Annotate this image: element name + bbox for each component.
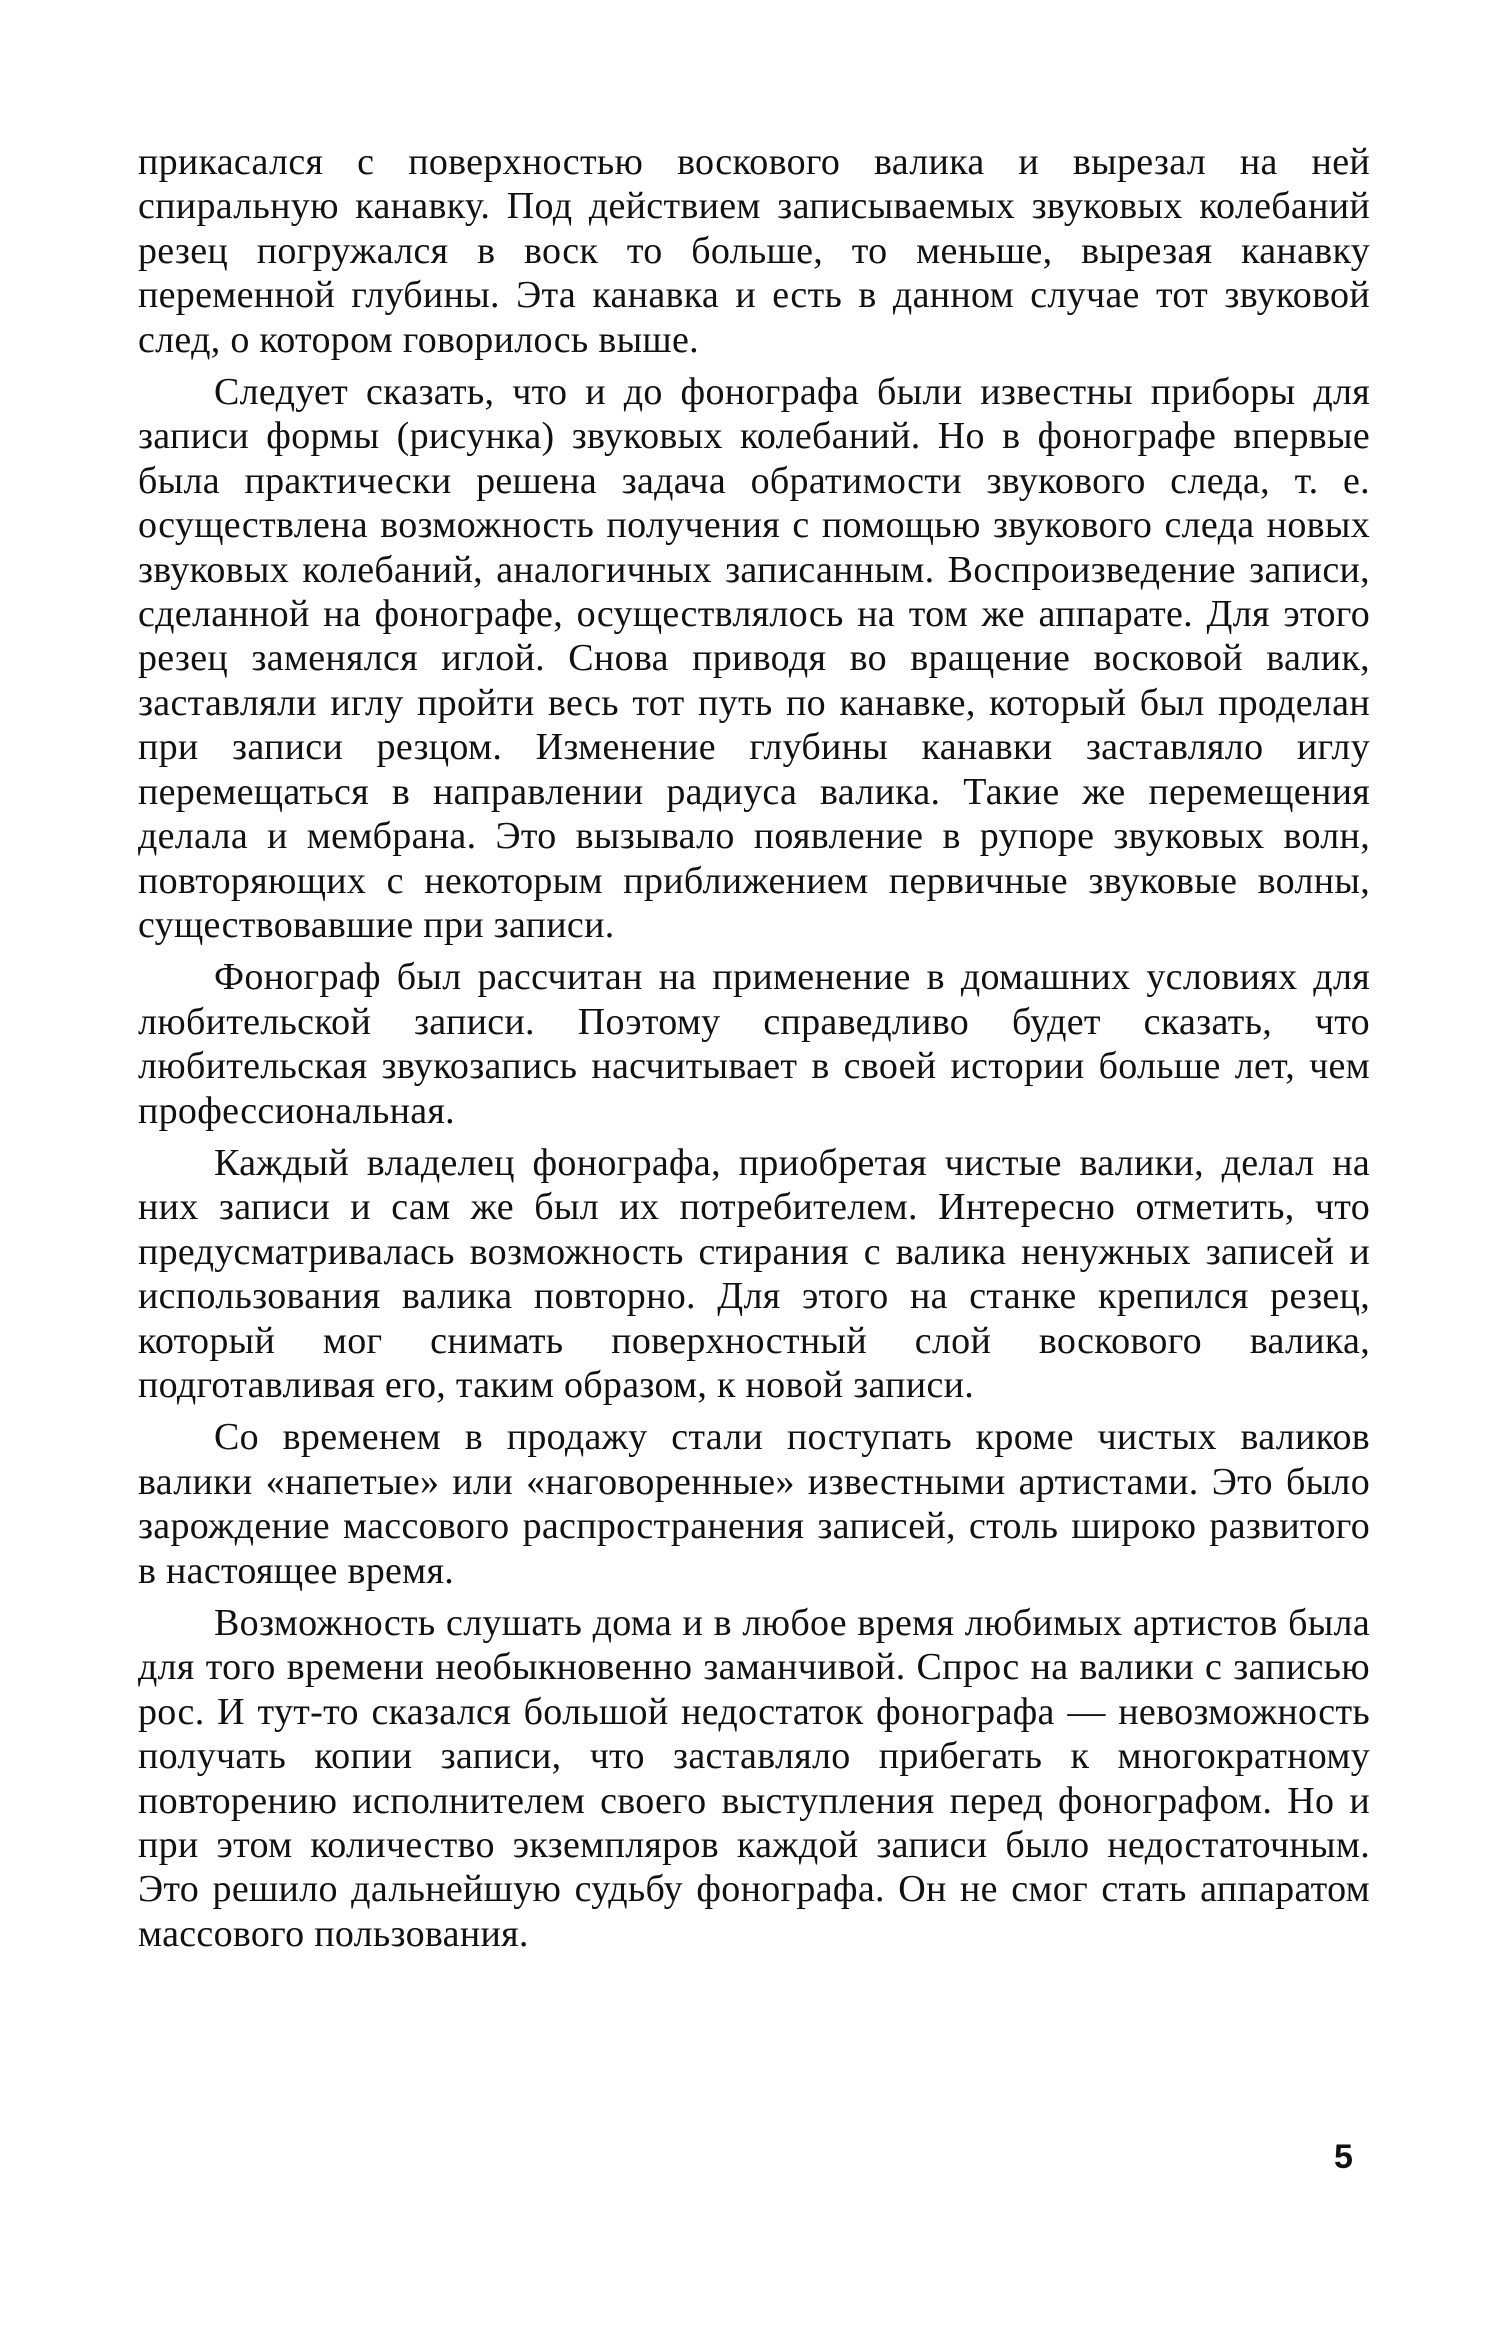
paragraph: Каждый владелец фонографа, приобретая чистые валики, делал на них записи и сам же был их потребителем. Интересно отметить, что предусматривалась возможность стирания с валика ненужных записей и использования валика повторно. Для этого на станке крепился резец, который мог снимать поверхностный слой воскового валика, подготавливая его, таким образом, к новой записи. (138, 1141, 1370, 1406)
body-text (138, 140, 1370, 1964)
paragraph: Со временем в продажу стали поступать кроме чистых валиков валики «напетые» или «наговоренные» известными артистами. Это было зарождение массового распространения записей, столь широко развитого в настоящее время. (138, 1416, 1370, 1592)
paragraph-continuation: прикасался с поверхностью воскового валика и вырезал на ней спиральную канавку. Под действием записываемых звуковых колебаний резец погружался в воск то больше, то меньше, вырезая канавку переменной глубины. Эта канавка и есть в данном случае тот звуковой след, о котором говорилось выше. (138, 141, 1370, 361)
paragraph: Фонограф был рассчитан на применение в домашних условиях для любительской записи. Поэтому справедливо будет сказать, что любительская звукозапись насчитывает в своей истории больше лет, чем профессиональная. (138, 956, 1370, 1132)
page-number: 5 (1334, 2138, 1353, 2176)
paragraph: Возможность слушать дома и в любое время любимых артистов была для того времени необыкновенно заманчивой. Спрос на валики с записью рос. И тут-то сказался большой недостаток фонографа — невозможность получать копии записи, что заставляло прибегать к многократному повторению исполнителем своего выступления перед фонографом. Но и при этом количество экземпляров каждой записи было недостаточным. Это решило дальнейшую судьбу фонографа. Он не смог стать аппаратом массового пользования. (138, 1602, 1370, 1955)
paragraph: Следует сказать, что и до фонографа были известны приборы для записи формы (рисунка) звуковых колебаний. Но в фонографе впервые была практически решена задача обратимости звукового следа, т. е. осуществлена возможность получения с помощью звукового следа новых звуковых колебаний, аналогичных записанным. Воспроизведение записи, сделанной на фонографе, осуществлялось на том же аппарате. Для этого резец заменялся иглой. Снова приводя во вращение восковой валик, заставляли иглу пройти весь тот путь по канавке, который был проделан при записи резцом. Изменение глубины канавки заставляло иглу перемещаться в направлении радиуса валика. Такие же перемещения делала и мембрана. Это вызывало появление в рупоре звуковых волн, повторяющих с некоторым приближением первичные звуковые волны, существовавшие при записи. (138, 371, 1370, 946)
